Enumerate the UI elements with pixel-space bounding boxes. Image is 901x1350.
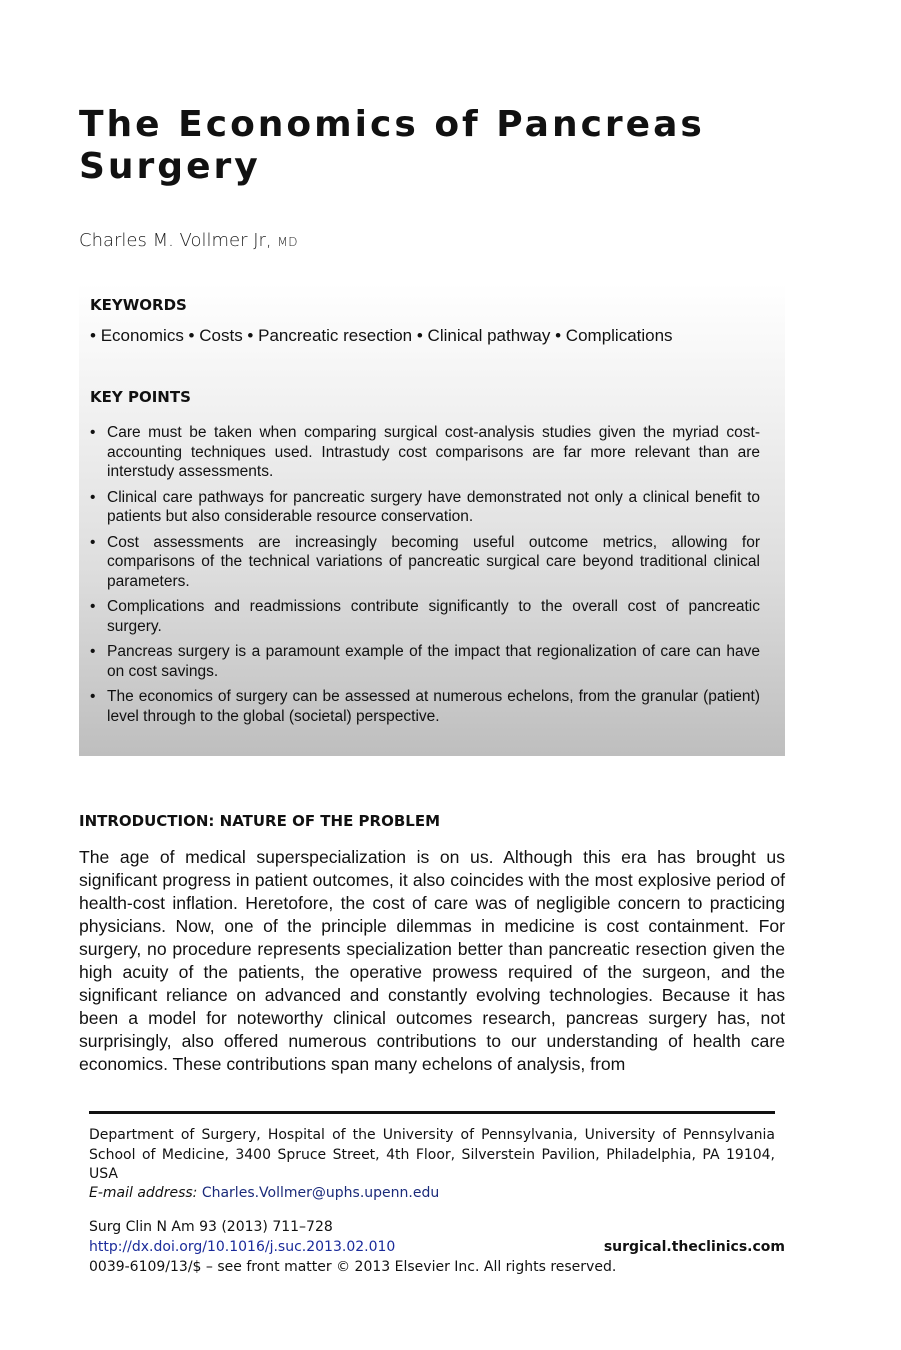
footnote-divider <box>89 1111 775 1114</box>
key-point: • Pancreas surgery is a paramount example of the impact that regionalization of care can have on cost savings. <box>90 642 760 681</box>
article-title: The Economics of Pancreas Surgery <box>79 104 705 187</box>
keywords-keypoints-box <box>79 283 785 756</box>
author-name: Charles M. Vollmer Jr, <box>79 230 272 251</box>
email-link[interactable]: Charles.Vollmer@uphs.upenn.edu <box>201 1185 440 1201</box>
keywords-heading: KEYWORDS <box>90 296 187 314</box>
journal-citation: Surg Clin N Am 93 (2013) 711–728 <box>89 1219 333 1235</box>
keyword: Costs <box>199 326 243 345</box>
key-point: • Complications and readmissions contribute significantly to the overall cost of pancreatic surgery. <box>90 597 760 636</box>
journal-website[interactable]: surgical.theclinics.com <box>603 1239 785 1255</box>
email-line <box>89 1185 439 1201</box>
citation-block <box>89 1217 785 1277</box>
copyright-line: 0039-6109/13/$ – see front matter © 2013 Elsevier Inc. All rights reserved. <box>89 1259 617 1275</box>
author-degree: MD <box>277 235 298 249</box>
key-point: • Clinical care pathways for pancreatic surgery have demonstrated not only a clinical benefit to patients but also considerable resource conservation. <box>90 488 760 527</box>
email-label: E-mail address: <box>89 1185 198 1201</box>
key-points-heading: KEY POINTS <box>90 388 191 406</box>
keywords-list: • Economics • Costs • Pancreatic resection • Clinical pathway • Complications <box>90 326 673 345</box>
key-point: • Cost assessments are increasingly becoming useful outcome metrics, allowing for comparisons of the technical variations of pancreatic surgical care beyond traditional clinical parameters. <box>90 533 760 592</box>
keyword: Economics <box>100 326 184 345</box>
author-line <box>79 230 298 251</box>
introduction-heading: INTRODUCTION: NATURE OF THE PROBLEM <box>79 812 441 830</box>
doi-link[interactable]: http://dx.doi.org/10.1016/j.suc.2013.02.010 <box>89 1239 396 1255</box>
author-affiliation: Department of Surgery, Hospital of the University of Pennsylvania, University of Pennsylvania School of Medicine, 3400 Spruce Street, 4th Floor, Silverstein Pavilion, Philadelphia, PA 19104, USA <box>89 1127 775 1182</box>
key-point: • Care must be taken when comparing surgical cost-analysis studies given the myriad cost-accounting techniques used. Intrastudy cost comparisons are far more relevant than are interstudy assessments. <box>90 423 760 482</box>
keyword: Complications <box>565 326 673 345</box>
keyword: Pancreatic resection <box>258 326 413 345</box>
keyword: Clinical pathway <box>427 326 551 345</box>
introduction-paragraph: The age of medical superspecialization is on us. Although this era has brought us significant progress in patient outcomes, it also coincides with the most explosive period of health-cost inflation. Heretofore, the cost of care was of negligible concern to practicing physicians. Now, one of the principle dilemmas in medicine is cost containment. For surgery, no procedure represents specialization better than pancreatic resection given the high acuity of the patients, the operative prowess required of the surgeon, and the significant reliance on advanced and constantly evolving technologies. Because it has been a model for noteworthy clinical outcomes research, pancreas surgery has, not surprisingly, also offered numerous contributions to our understanding of health care economics. These contributions span many echelons of analysis, from <box>79 847 785 1074</box>
key-points-list <box>90 423 760 732</box>
key-point: • The economics of surgery can be assessed at numerous echelons, from the granular (patient) level through to the global (societal) perspective. <box>90 687 760 726</box>
